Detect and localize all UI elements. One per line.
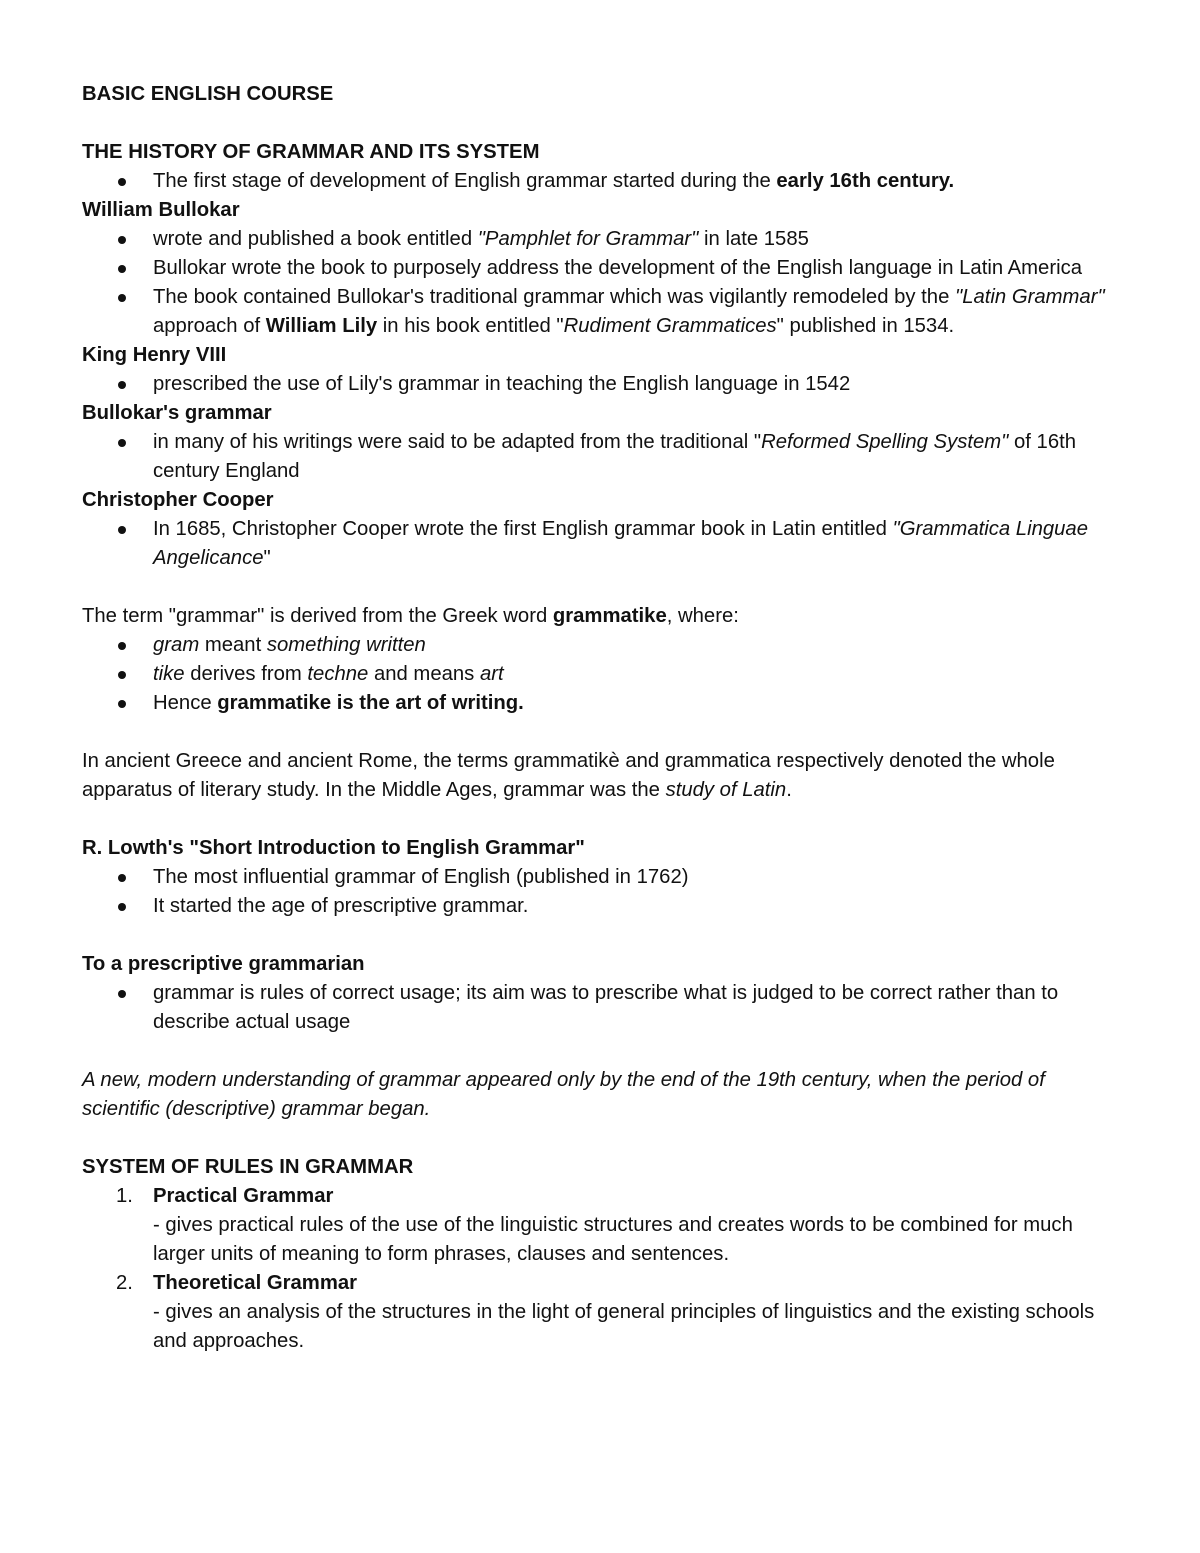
list-item: Bullokar wrote the book to purposely address the development of the English language in Latin America	[82, 254, 1122, 283]
item-title: Theoretical Grammar	[153, 1272, 358, 1294]
section-title-history: THE HISTORY OF GRAMMAR AND ITS SYSTEM	[82, 141, 540, 163]
bullet-icon	[118, 294, 126, 302]
bullet-icon	[118, 439, 126, 447]
numbered-item-practical	[82, 1182, 1122, 1269]
list-item: tike derives from techne and means art	[82, 660, 1122, 689]
bullet-icon	[118, 874, 126, 882]
list-item: grammar is rules of correct usage; its aim was to prescribe what is judged to be correct rather than to describe actual usage	[82, 979, 1122, 1037]
list-item: The first stage of development of English grammar started during the early 16th century.	[82, 167, 1122, 196]
course-title: BASIC ENGLISH COURSE	[82, 83, 334, 105]
heading-lowth: R. Lowth's "Short Introduction to English Grammar"	[82, 837, 585, 859]
document-page	[82, 80, 1122, 1356]
term-intro: The term "grammar" is derived from the Greek word grammatike, where:	[82, 605, 739, 627]
list-item: wrote and published a book entitled "Pamphlet for Grammar" in late 1585	[82, 225, 1122, 254]
item-description: - gives practical rules of the use of the linguistic structures and creates words to be combined for much larger units of meaning to form phrases, clauses and sentences.	[153, 1214, 1073, 1265]
list-item: The most influential grammar of English (published in 1762)	[82, 863, 1122, 892]
list-item: in many of his writings were said to be adapted from the traditional "Reformed Spelling System" of 16th century England	[82, 428, 1122, 486]
bullet-icon	[118, 381, 126, 389]
item-number: 2.	[116, 1272, 133, 1294]
bullet-icon	[118, 903, 126, 911]
bullet-icon	[118, 526, 126, 534]
modern-paragraph: A new, modern understanding of grammar appeared only by the end of the 19th century, when the period of scientific (descriptive) grammar began.	[82, 1069, 1045, 1120]
list-item: In 1685, Christopher Cooper wrote the first English grammar book in Latin entitled "Grammatica Linguae Angelicance"	[82, 515, 1122, 573]
heading-william-bullokar: William Bullokar	[82, 199, 240, 221]
heading-bullokars-grammar: Bullokar's grammar	[82, 402, 272, 424]
item-number: 1.	[116, 1185, 133, 1207]
bullet-icon	[118, 700, 126, 708]
item-description: - gives an analysis of the structures in the light of general principles of linguistics and the existing schools and approaches.	[153, 1301, 1095, 1352]
heading-king-henry: King Henry VIII	[82, 344, 227, 366]
bullet-icon	[118, 990, 126, 998]
bullet-icon	[118, 671, 126, 679]
heading-prescriptive: To a prescriptive grammarian	[82, 953, 365, 975]
heading-system-of-rules: SYSTEM OF RULES IN GRAMMAR	[82, 1156, 414, 1178]
bullet-icon	[118, 642, 126, 650]
list-item: The book contained Bullokar's traditional grammar which was vigilantly remodeled by the "Latin Grammar" approach of William Lily in his book entitled "Rudiment Grammatices" published in 1534.	[82, 283, 1122, 341]
heading-christopher-cooper: Christopher Cooper	[82, 489, 274, 511]
numbered-item-theoretical	[82, 1269, 1122, 1356]
list-item: It started the age of prescriptive grammar.	[82, 892, 1122, 921]
ancient-paragraph: In ancient Greece and ancient Rome, the terms grammatikè and grammatica respectively denoted the whole apparatus of literary study. In the Middle Ages, grammar was the study of Latin.	[82, 750, 1055, 801]
list-item: gram meant something written	[82, 631, 1122, 660]
bullet-icon	[118, 178, 126, 186]
item-title: Practical Grammar	[153, 1185, 334, 1207]
bullet-icon	[118, 236, 126, 244]
list-item: Hence grammatike is the art of writing.	[82, 689, 1122, 718]
bullet-icon	[118, 265, 126, 273]
list-item: prescribed the use of Lily's grammar in teaching the English language in 1542	[82, 370, 1122, 399]
